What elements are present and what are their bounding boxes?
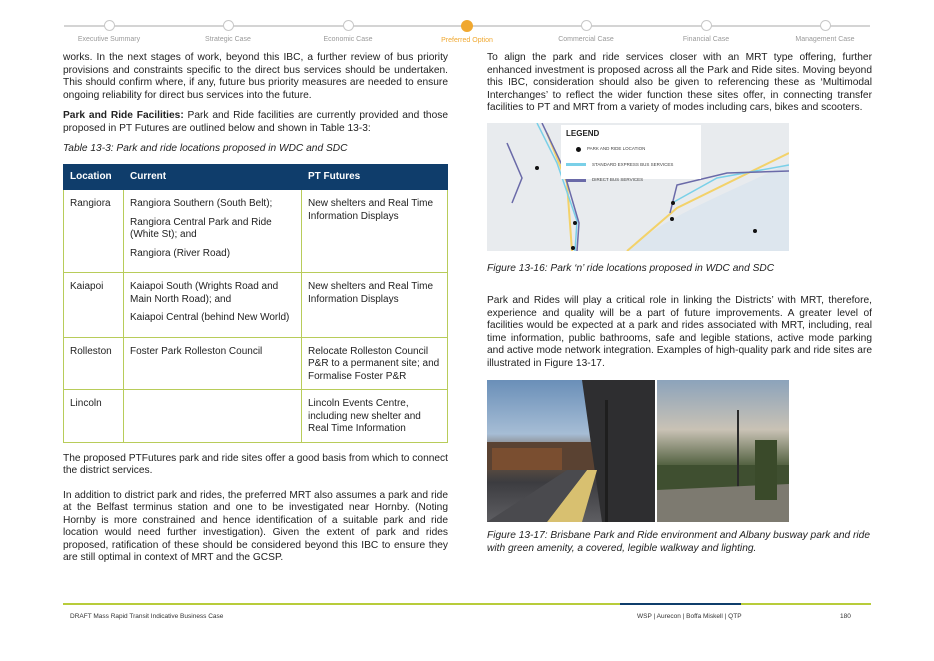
- step-dot-icon: [701, 20, 712, 31]
- cell-current: [124, 190, 302, 273]
- current-site: Kaiapoi South (Wrights Road and Main North Road); and: [130, 281, 279, 305]
- nav-step-commercial-case[interactable]: [531, 20, 641, 43]
- park-and-ride-map: [487, 123, 789, 251]
- brisbane-park-and-ride-photo: [487, 380, 655, 522]
- cell-current: [124, 273, 302, 338]
- map-legend: [561, 125, 701, 182]
- figure-caption: Figure 13-17: Brisbane Park and Ride environment and Albany busway park and ride with green amenity, a covered, legible walkway and lighting.: [487, 530, 871, 554]
- nav-step-label: Executive Summary: [77, 36, 141, 43]
- footer-authors: WSP | Aurecon | Boffa Miskell | QTP: [637, 613, 742, 620]
- body-paragraph: works. In the next stages of work, beyond this IBC, a further review of bus priority provisions and constraints specific to the direct bus services should be undertaken. This should confirm where, if any, future bus priority measures are needed to ensure ongoing reliability for direct bus services into the future.: [63, 52, 448, 101]
- current-site: Foster Park Rolleston Council: [130, 345, 263, 357]
- nav-step-label: Preferred Option: [441, 37, 493, 44]
- nav-step-management-case[interactable]: [770, 20, 880, 43]
- paragraph-text: Park and Ride facilities are currently provided and those proposed in PT Futures are outlined below and shown in Table 13-3:: [63, 110, 449, 134]
- step-dot-active-icon: [461, 20, 473, 32]
- table-row: [64, 190, 448, 273]
- body-paragraph: In addition to district park and rides, the preferred MRT also assumes a park and ride at the Belfast terminus station and one to be investigated near Hornby. (Noting Hornby is more constrained and hence identification of a suitable park and ride location would need further investigation). Given the extent of park and rides proposed, ratification of these should be considered beyond this IBC to ensure they are still optimal in context of MRT and the GCSP.: [63, 489, 448, 563]
- express-line-icon: [566, 163, 586, 166]
- cell-pt-futures: New shelters and Real Time Information Displays: [302, 190, 448, 273]
- nav-step-executive-summary[interactable]: [54, 20, 164, 43]
- paragraph-lead-in: Park and Ride Facilities:: [63, 110, 184, 121]
- park-and-ride-dot-icon: [576, 147, 581, 152]
- page-number: 180: [840, 613, 851, 620]
- legend-item: [566, 143, 696, 156]
- step-dot-icon: [104, 20, 115, 31]
- nav-step-strategic-case[interactable]: [173, 20, 283, 43]
- right-column: [487, 52, 872, 563]
- park-and-ride-table: [63, 164, 448, 443]
- step-dot-icon: [820, 20, 831, 31]
- footer-document-title: DRAFT Mass Rapid Transit Indicative Business Case: [70, 613, 224, 620]
- cell-pt-futures: Relocate Rolleston Council P&R to a permanent site; and Formalise Foster P&R: [302, 337, 448, 390]
- cell-location: Kaiapoi: [64, 273, 124, 338]
- step-dot-icon: [581, 20, 592, 31]
- photo1-svg: [487, 380, 655, 522]
- current-site: Rangiora (River Road): [130, 247, 231, 259]
- nav-step-label: Economic Case: [323, 36, 373, 43]
- current-site: Kaiapoi Central (behind New World): [130, 312, 290, 323]
- nav-step-economic-case[interactable]: [293, 20, 403, 43]
- footer-rule: [63, 603, 871, 605]
- section-progress-nav: [64, 20, 870, 50]
- cell-pt-futures: New shelters and Real Time Information Displays: [302, 273, 448, 338]
- cell-location: Rangiora: [64, 190, 124, 273]
- current-site: Rangiora Central Park and Ride (White St); and: [130, 216, 272, 240]
- cell-current: [124, 390, 302, 443]
- table-header-row: [64, 164, 448, 190]
- table-header-current: Current: [124, 164, 302, 190]
- albany-busway-photo: [657, 380, 789, 522]
- direct-line-icon: [566, 179, 586, 182]
- footer-rule-accent: [620, 603, 741, 605]
- legend-item: [566, 174, 696, 187]
- step-dot-icon: [343, 20, 354, 31]
- nav-step-label: Management Case: [795, 36, 855, 43]
- cell-pt-futures: Lincoln Events Centre, including new shelter and Real Time Information: [302, 390, 448, 443]
- cell-location: Rolleston: [64, 337, 124, 390]
- nav-step-preferred-option[interactable]: [412, 20, 522, 44]
- legend-item: [566, 159, 696, 172]
- table-header-location: Location: [64, 164, 124, 190]
- cell-current: [124, 337, 302, 390]
- nav-step-financial-case[interactable]: [651, 20, 761, 43]
- current-site: Rangiora Southern (South Belt);: [130, 198, 273, 209]
- legend-title: LEGEND: [566, 128, 600, 138]
- photo2-svg: [657, 380, 789, 522]
- table-caption: Table 13-3: Park and ride locations proposed in WDC and SDC: [63, 143, 348, 154]
- nav-step-label: Commercial Case: [558, 36, 614, 43]
- nav-step-label: Financial Case: [682, 36, 730, 43]
- body-paragraph: Park and Rides will play a critical role in linking the Districts’ with MRT, therefore, experience and quality will be a part of future improvements. A greater level of facilities would be expected at a park and rides associated with MRT, including, real time information, public bathrooms, safe and legible stations, active mode parking and active mode network integration. Examples of high-quality park and ride sites are illustrated in Figure 13-17.: [487, 295, 872, 369]
- legend-label: DIRECT BUS SERVICES: [592, 177, 644, 182]
- step-dot-icon: [223, 20, 234, 31]
- table-row: [64, 337, 448, 390]
- photo-pair: [487, 380, 789, 522]
- figure-caption: Figure 13-16: Park ‘n’ ride locations proposed in WDC and SDC: [487, 262, 775, 274]
- table-row: [64, 273, 448, 338]
- table-header-pt-futures: PT Futures: [302, 164, 448, 190]
- cell-location: Lincoln: [64, 390, 124, 443]
- nav-step-label: Strategic Case: [205, 36, 251, 43]
- legend-label: PARK AND RIDE LOCATION: [587, 146, 646, 151]
- body-paragraph: The proposed PTFutures park and ride sites offer a good basis from which to connect the district services.: [63, 452, 448, 476]
- left-column: [63, 52, 448, 573]
- body-paragraph: [63, 110, 448, 135]
- legend-label: STANDARD EXPRESS BUS SERVICES: [592, 161, 674, 167]
- body-paragraph: To align the park and ride services closer with an MRT type offering, further enhanced investment is proposed across all the Park and Ride sites. Moving beyond this IBC, consideration should also be given to referencing these as ‘Multimodal Interchanges’ to reflect the wider function these sites offer, in connecting transfer facilities to PT and MRT from a variety of modes including cars, bikes and scooters.: [487, 52, 872, 113]
- table-row: [64, 390, 448, 443]
